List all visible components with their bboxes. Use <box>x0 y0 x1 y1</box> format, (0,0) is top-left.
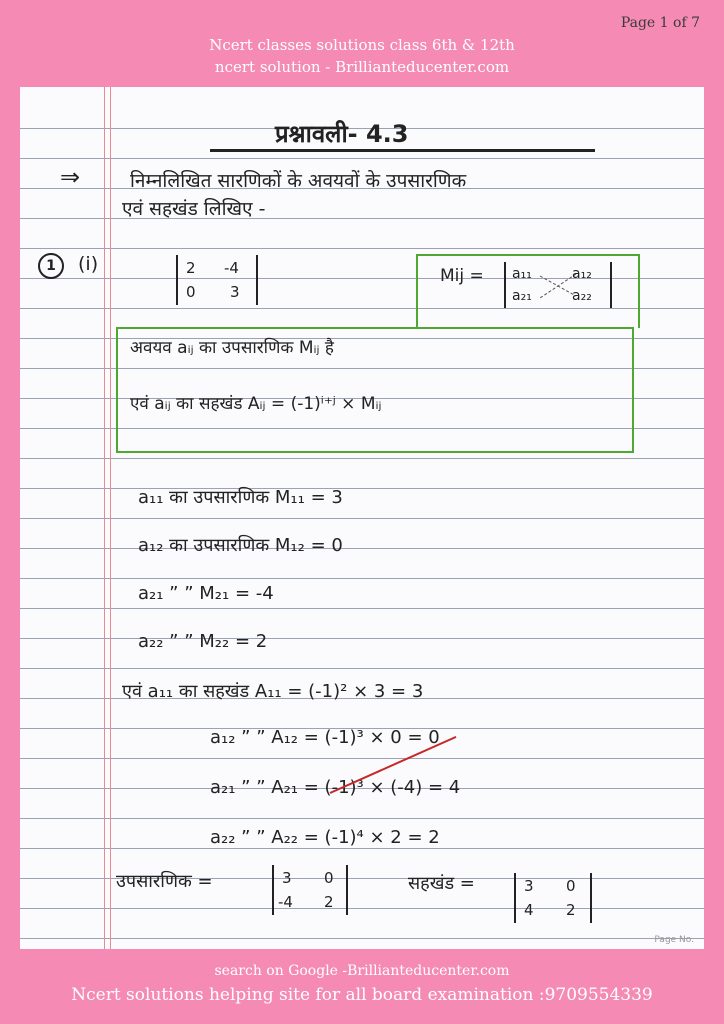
matrix-cell: 0 <box>186 283 196 301</box>
instruction-line-2: एवं सहखंड लिखिए - <box>122 198 266 220</box>
question-part: (i) <box>78 253 99 275</box>
cofactor-row: a₂₂ ” ” A₂₂ = (-1)⁴ × 2 = 2 <box>210 827 440 848</box>
matrix-cell: -4 <box>224 259 239 277</box>
formula-cell: a₁₂ <box>572 266 592 282</box>
definition-line-1: अवयव aᵢⱼ का उपसारणिक Mᵢⱼ है <box>130 338 334 358</box>
matrix-cell: 2 <box>186 259 196 277</box>
minor-matrix-label: उपसारणिक = <box>116 871 213 892</box>
formula-box <box>416 254 640 328</box>
question-matrix <box>176 255 258 305</box>
margin-line-right <box>110 87 111 949</box>
cofactor-row: एवं a₁₁ का सहखंड A₁₁ = (-1)² × 3 = 3 <box>122 681 424 702</box>
page-no-watermark: Page No. <box>654 935 694 945</box>
arrow-icon: ⇒ <box>60 163 81 191</box>
matrix-cell: 0 <box>566 877 576 895</box>
matrix-cell: 2 <box>324 893 334 911</box>
title-underline <box>210 149 595 152</box>
definition-line-2: एवं aᵢⱼ का सहखंड Aᵢⱼ = (-1)ⁱ⁺ʲ × Mᵢⱼ <box>130 394 382 414</box>
cofactor-row: a₂₁ ” ” A₂₁ = (-1)³ × (-4) = 4 <box>210 777 461 798</box>
formula-cell: a₂₁ <box>512 288 532 304</box>
matrix-cell: 3 <box>230 283 240 301</box>
minor-row: a₁₂ का उपसारणिक M₁₂ = 0 <box>138 535 343 556</box>
matrix-cell: 0 <box>324 869 334 887</box>
question-number: 1 <box>38 253 64 279</box>
footer-contact-text: Ncert solutions helping site for all board examination :9709554339 <box>71 985 653 1005</box>
header-title: Ncert classes solutions class 6th & 12th <box>209 36 515 54</box>
formula-cell: a₂₂ <box>572 288 592 304</box>
footer-search-text: search on Google -Brillianteducenter.com <box>214 963 510 979</box>
minor-matrix <box>272 865 348 915</box>
cofactor-matrix-label: सहखंड = <box>408 873 475 894</box>
cofactor-matrix <box>514 873 592 923</box>
matrix-cell: 4 <box>524 901 534 919</box>
minor-row: a₂₂ ” ” M₂₂ = 2 <box>138 631 268 652</box>
definition-box <box>116 327 634 453</box>
instruction-line-1: निम्नलिखित सारणिकों के अवयवों के उपसारणिक <box>130 170 467 192</box>
page-number: Page 1 of 7 <box>620 15 700 31</box>
exercise-title: प्रश्नावली- 4.3 <box>275 120 409 148</box>
formula-matrix <box>504 262 612 308</box>
matrix-cell: 2 <box>566 901 576 919</box>
header-subtitle: ncert solution - Brillianteducenter.com <box>214 58 510 76</box>
minor-row: a₁₁ का उपसारणिक M₁₁ = 3 <box>138 487 343 508</box>
matrix-cell: 3 <box>282 869 292 887</box>
formula-label: Mij = <box>440 266 484 286</box>
margin-line-left <box>104 87 105 949</box>
minor-row: a₂₁ ” ” M₂₁ = -4 <box>138 583 274 604</box>
cofactor-row: a₁₂ ” ” A₁₂ = (-1)³ × 0 = 0 <box>210 727 440 748</box>
notebook-page <box>20 87 704 949</box>
matrix-cell: -4 <box>278 893 293 911</box>
matrix-cell: 3 <box>524 877 534 895</box>
formula-cell: a₁₁ <box>512 266 532 282</box>
